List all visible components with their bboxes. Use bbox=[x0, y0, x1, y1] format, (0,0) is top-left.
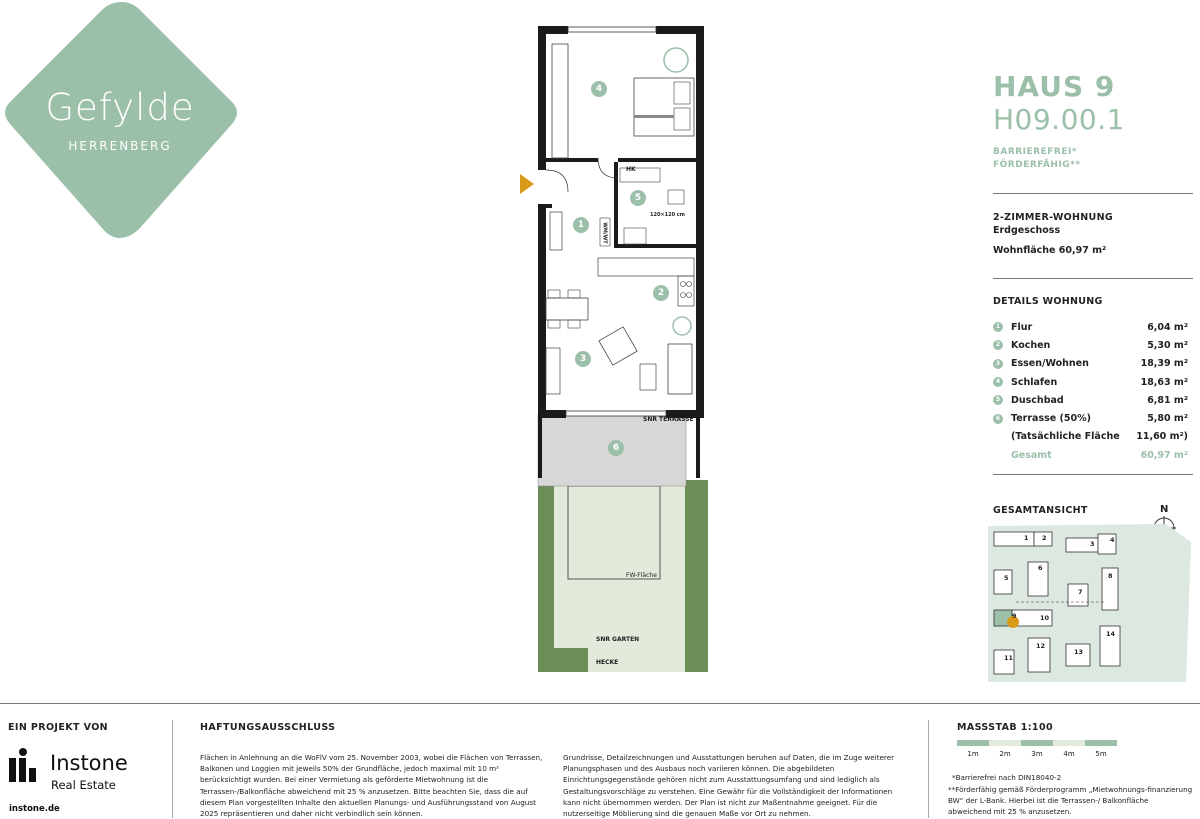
details-room-name: Kochen bbox=[1011, 339, 1051, 351]
details-room-name: Duschbad bbox=[1011, 394, 1064, 406]
disclaimer-title: HAFTUNGSAUSSCHLUSS bbox=[200, 722, 336, 733]
details-total-value: 60,97 m² bbox=[1140, 449, 1188, 461]
building-label: 11 bbox=[1004, 654, 1014, 662]
floor-plan bbox=[528, 18, 718, 678]
scale-label: 4m bbox=[1063, 750, 1075, 758]
company-link[interactable]: instone.de bbox=[9, 804, 60, 814]
room-number-badge: 1 bbox=[993, 322, 1003, 332]
apartment-summary bbox=[993, 212, 1193, 256]
scale-label: 5m bbox=[1095, 750, 1107, 758]
hedge-label: HECKE bbox=[596, 659, 619, 666]
unit-info-panel bbox=[993, 70, 1193, 172]
details-room-area: 6,81 m² bbox=[1147, 394, 1188, 406]
scale-bar bbox=[957, 740, 1117, 758]
room-number-badge: 2 bbox=[993, 340, 1003, 350]
flag-foerderfaehig: FÖRDERFÄHIG** bbox=[993, 160, 1081, 170]
building-label: 9 bbox=[1012, 612, 1017, 620]
details-actual-value: 11,60 m²) bbox=[1136, 431, 1188, 443]
garden-label: SNR GARTEN bbox=[596, 636, 640, 643]
divider bbox=[993, 193, 1193, 194]
details-row bbox=[993, 391, 1188, 409]
disclaimer-right: Grundrisse, Detailzeichnungen und Ausstattungen beruhen auf Daten, die im Zuge weiterer Planungsphasen und des Ausbaus noch variieren können. Die abgebildeten Einrichtungsgegenstände gehören nicht zum Ausstattungsumfang und sind lediglich als Gestaltungsvorschläge zu verstehen. Eine Gewähr für die Vollständigkeit der Informationen kann nicht übernommen werden. Der Plan ist nicht zur Maßentnahme geeignet. Für die nutzerseitige Möblierung sind die genauen Maße vor Ort zu nehmen. bbox=[563, 753, 895, 819]
room-number-2: 2 bbox=[653, 285, 669, 301]
details-room-area: 6,04 m² bbox=[1147, 321, 1188, 333]
scale-label: 2m bbox=[999, 750, 1011, 758]
details-rows bbox=[993, 318, 1188, 428]
building-label: 12 bbox=[1036, 642, 1046, 650]
room-number-3: 3 bbox=[575, 351, 591, 367]
details-row bbox=[993, 409, 1188, 427]
divider bbox=[993, 474, 1193, 475]
footer-column-divider bbox=[172, 720, 173, 818]
terrace-label: SNR TERRASSE bbox=[643, 416, 694, 423]
project-title: EIN PROJEKT VON bbox=[8, 722, 109, 733]
scale-labels bbox=[957, 750, 1117, 758]
details-row bbox=[993, 318, 1188, 336]
details-room-name: Flur bbox=[1011, 321, 1033, 333]
gefylde-logo bbox=[0, 0, 245, 240]
apartment-floor: Erdgeschoss bbox=[993, 225, 1061, 236]
details-total-row bbox=[993, 446, 1188, 464]
details-room-area: 18,63 m² bbox=[1140, 376, 1188, 388]
building-label: 13 bbox=[1074, 648, 1084, 656]
details-room-name: Schlafen bbox=[1011, 376, 1058, 388]
footer-column-divider bbox=[928, 720, 929, 818]
details-total-name: Gesamt bbox=[1011, 449, 1052, 461]
site-overview-map bbox=[986, 522, 1191, 684]
scale-title: MASSSTAB 1:100 bbox=[957, 722, 1053, 733]
divider bbox=[993, 278, 1193, 279]
disclaimer-left: Flächen in Anlehnung an die WoFlV vom 25. November 2003, wobei die Flächen von Terrassen, Balkonen und Loggien mit jeweils 50% der Grundfläche, jedoch maximal mit 10 m² berücksichtigt wurden. Bei einer Vermietung als geförderte Mietwohnung ist die Terrassen-/Balkonfläche abweichend mit 25 % anzusetzen. Bitte beachten Sie, dass die auf diesem Plan vorgestellten Inhalte den aktuellen Planungs- und Ausführungsstand von August 2025 repräsentieren und daher nicht verbindlich sein können. bbox=[200, 753, 543, 819]
details-room-area: 5,30 m² bbox=[1147, 339, 1188, 351]
room-number-badge: 6 bbox=[993, 414, 1003, 424]
building-label: 1 bbox=[1024, 534, 1029, 542]
room-number-4: 4 bbox=[591, 81, 607, 97]
details-row bbox=[993, 355, 1188, 373]
details-row bbox=[993, 336, 1188, 354]
room-number-badge: 5 bbox=[993, 395, 1003, 405]
company-name: Instone bbox=[50, 751, 128, 775]
note-barrierefrei: *Barrierefrei nach DIN18040-2 bbox=[952, 773, 1062, 782]
details-room-name: Terrasse (50%) bbox=[1011, 413, 1091, 425]
instone-logo-icon bbox=[9, 748, 41, 782]
company-subtitle: Real Estate bbox=[51, 778, 116, 792]
scale-label: 3m bbox=[1031, 750, 1043, 758]
fw-area-label: FW-Fläche bbox=[626, 572, 657, 579]
garden-area bbox=[554, 480, 685, 648]
building-label: 3 bbox=[1090, 540, 1095, 548]
building-label: 10 bbox=[1040, 614, 1050, 622]
house-title: HAUS 9 bbox=[993, 70, 1116, 103]
building-label: 7 bbox=[1078, 588, 1083, 596]
details-actual-row bbox=[993, 428, 1188, 446]
note-foerderfaehig: **Förderfähig gemäß Förderprogramm „Mietwohnungs-finanzierung BW“ der L-Bank. Hierbei ist die Terrassen-/ Balkonfläche abweichend mit 25 % anzusetzen. bbox=[948, 785, 1193, 817]
details-title: DETAILS WOHNUNG bbox=[993, 296, 1103, 307]
building-label: 2 bbox=[1042, 534, 1047, 542]
scale-label: 1m bbox=[967, 750, 979, 758]
building-label: 5 bbox=[1004, 574, 1009, 582]
north-label: N bbox=[1160, 504, 1169, 515]
building-label: 6 bbox=[1038, 564, 1043, 572]
room-number-1: 1 bbox=[573, 217, 589, 233]
overview-title: GESAMTANSICHT bbox=[993, 505, 1088, 516]
room-number-badge: 4 bbox=[993, 377, 1003, 387]
building-label: 14 bbox=[1106, 630, 1116, 638]
unit-code: H09.00.1 bbox=[993, 103, 1125, 136]
details-room-name: Essen/Wohnen bbox=[1011, 358, 1089, 370]
wm-label: WM/WT bbox=[601, 222, 608, 244]
details-room-area: 18,39 m² bbox=[1140, 358, 1188, 370]
room-number-6: 6 bbox=[608, 440, 624, 456]
apartment-type: 2-ZIMMER-WOHNUNG bbox=[993, 212, 1113, 223]
flag-barrierefrei: BARRIEREFREI* bbox=[993, 147, 1078, 157]
details-room-area: 5,80 m² bbox=[1147, 413, 1188, 425]
details-row bbox=[993, 373, 1188, 391]
footer-divider bbox=[0, 703, 1200, 704]
building-label: 4 bbox=[1110, 536, 1115, 544]
room-number-5: 5 bbox=[630, 190, 646, 206]
building-label: 8 bbox=[1108, 572, 1113, 580]
details-actual-name: (Tatsächliche Fläche bbox=[1011, 431, 1120, 443]
hk-label: HK bbox=[626, 166, 636, 173]
logo-subtitle: HERRENBERG bbox=[68, 139, 172, 153]
room-number-badge: 3 bbox=[993, 359, 1003, 369]
unit-flags bbox=[993, 146, 1193, 172]
logo-title: Gefylde bbox=[45, 86, 195, 129]
site-map-drawing bbox=[986, 522, 1191, 684]
floor-plan-drawing bbox=[528, 18, 718, 678]
details-table bbox=[993, 296, 1188, 464]
shower-size-label: 120×120 cm bbox=[650, 212, 685, 218]
apartment-area: Wohnfläche 60,97 m² bbox=[993, 245, 1107, 256]
scale-segments bbox=[957, 740, 1117, 746]
